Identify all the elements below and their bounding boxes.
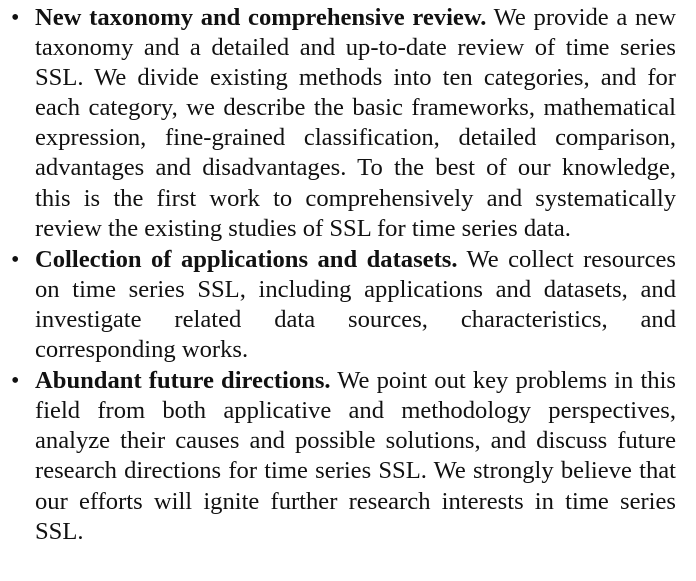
- contribution-text: We point out key problems in this field from both applicative and methodology perspectives, analyze their causes and possible solutions, and discuss future research directions for time series SSL. We strongly believe that our efforts will ignite further research interests in time series SSL.: [35, 367, 676, 545]
- contribution-text: We provide a new taxonomy and a detailed and up-to-date review of time series SSL. We divide existing methods into ten categories, and for each category, we describe the basic frameworks, mathematical expression, fine-grained classification, detailed comparison, advantages and disadvantages. To the best of our knowledge, this is the first work to comprehensively and systematically review the existing studies of SSL for time series data.: [35, 4, 676, 242]
- contribution-text: We collect resources on time series SSL, including applications and datasets, and investigate related data sources, characteristics, and corresponding works.: [35, 245, 676, 364]
- bullet-glyph: •: [11, 368, 20, 395]
- contribution-item-future-directions: [7, 366, 676, 547]
- contribution-list: [7, 3, 676, 547]
- bullet-glyph: •: [11, 246, 20, 273]
- contribution-item-taxonomy: [7, 3, 676, 244]
- contribution-item-applications: [7, 245, 676, 365]
- contribution-heading: New taxonomy and comprehensive review.: [35, 4, 487, 31]
- bullet-glyph: •: [11, 5, 20, 31]
- contribution-heading: Abundant future directions.: [35, 367, 331, 395]
- contribution-heading: Collection of applications and datasets.: [35, 245, 458, 273]
